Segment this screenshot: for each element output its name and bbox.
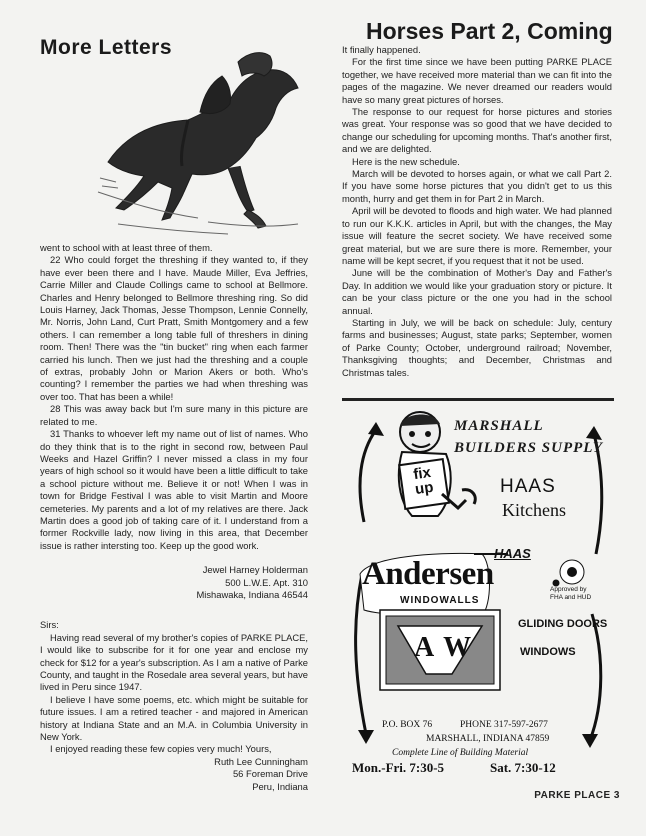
andersen-brand: Andersen (362, 556, 494, 592)
section-divider (342, 398, 614, 401)
signature-address: 500 L.W.E. Apt. 310 (225, 576, 308, 588)
letters-column (40, 242, 308, 793)
aw-logo: A W (414, 632, 474, 663)
article-paragraph: Here is the new schedule. (352, 155, 460, 167)
article-paragraph: It finally happened. (342, 44, 421, 55)
letter-salutation: Sirs: (40, 619, 59, 631)
signature-name: Jewel Harney Holderman (202, 564, 308, 576)
windowalls-label: WINDOWALLS (400, 595, 480, 606)
article-paragraph: April will be devoted to floods and high water. We had planned to run our K.K.K. articles in April, but with the changes, the May issue will feature the secret society. We have received some great material, but we are sure there is more. Remember, your name will be kept secret, if you request that it not be used. (342, 205, 612, 266)
fix-up-sign-word: up (413, 478, 435, 499)
article-paragraph: For the first time since we have been putting PARKE PLACE together, we have received more material than we can fit into the pages of the magazine. We never dreamed our readers would have so many great pictures of horses. (342, 56, 612, 105)
letter-paragraph: 28 This was away back but I'm sure many in this picture are related to me. (40, 403, 308, 427)
letter-paragraph: went to school with at least three of them. (40, 242, 213, 253)
marshall-builders-supply-ad (342, 404, 612, 780)
ad-store-name-line2: BUILDERS SUPPLY (454, 440, 604, 456)
article-paragraph: Starting in July, we will be back on schedule: July, century farms and businesses; August, state parks; September, women of Parke County; October, underground railroad; November, Thanksgiving thoughts; and December, Christmas and Christmas tales. (342, 316, 612, 378)
ad-store-name: MARSHALL (454, 418, 544, 434)
page-footer: PARKE PLACE 3 (534, 790, 620, 801)
signature-city: Peru, Indiana (252, 780, 308, 792)
fix-up-sign (412, 465, 434, 497)
phone-number: PHONE 317-597-2677 (460, 720, 548, 730)
fha-approval-line: Approved by (550, 586, 587, 593)
store-tagline: Complete Line of Building Material (392, 748, 529, 758)
letter-paragraph: 22 Who could forget the threshing if they wanted to, if they have ever been there and I have. Maude Miller, Eva Jeffries, Carrie Miller and Claude Collings came to school at Bellmore. Charles and Henry belonged to Bellmore threshing ring. So did Louis Harney, Jack Thomas, Jesse Thompson, Lennie Connelly, Mr. Norris, John Land, Curt Pratt, Smith Montgomery and a few others. I can remember a long table full of threshers in dining room. Then! There was the "tin bucket" ring when each farmer carried his lunch. Then we just had the threshing and a couple of extras, probably John or Marion Akers or both. Who's counting? I remember the parties we had when threshing was over too. That has been a while! (40, 254, 308, 402)
po-box: P.O. BOX 76 (382, 720, 433, 730)
signature-city: Mishawaka, Indiana 46544 (196, 588, 308, 600)
letter-paragraph: I enjoyed reading these few copies very much! Yours, (50, 743, 272, 755)
letter-paragraph: Having read several of my brother's copies of PARKE PLACE, I would like to subscribe for it for one year and enclose my check for $12 for a year's subscription. As I am a native of Parke County, and taught in the Rosedale area several years, but have lived in Peru since 1947. (40, 631, 308, 693)
haas-logo: HAAS (494, 546, 531, 561)
saturday-hours: Sat. 7:30-12 (490, 760, 556, 775)
fha-approval (550, 586, 591, 602)
article-paragraph: June will be the combination of Mother's Day and Father's Day. In addition we would like your graduation story or picture. It can be your class picture or the one you had in the school annual. (342, 267, 612, 316)
more-letters-heading: More Letters (40, 36, 173, 59)
weekday-hours: Mon.-Fri. 7:30-5 (352, 760, 445, 775)
letter-paragraph: 31 Thanks to whoever left my name out of list of names. Who do they think that is to the right in second row, between Paul Weeks and Hazel Griffin? I never missed a class in my four years of high school so it would have been a little difficult to take a school picture without me. Believe it or not! When I was in town for Bridge Festival I was able to visit Martin and Moore cemeteries. My parents and a lot of my relatives are there. Jack Martin does a good job of taking care of it. I understand from a former Rockville lady, now living in this area, that December issue is rather intersting too. Keep up the good work. (40, 428, 308, 551)
signature-name: Ruth Lee Cunningham (214, 755, 308, 767)
letter-paragraph: I believe I have some poems, etc. which might be suitable for future issues. I am a retired teacher - and majored in American history at Indiana State and an M.A. in Columbia University in New York. (40, 693, 308, 743)
horses-part-2-heading: Horses Part 2, Coming (366, 18, 613, 44)
fix-up-sign-word: fix (412, 463, 432, 484)
haas-brand: HAAS (500, 476, 556, 497)
gliding-doors-label: GLIDING DOORS (518, 618, 608, 630)
windows-label: WINDOWS (520, 646, 576, 658)
signature-address: 56 Foreman Drive (232, 768, 308, 780)
horse-and-rider-illustration (88, 42, 308, 240)
horses-article-column (342, 44, 612, 379)
article-paragraph: The response to our request for horse pictures and stories was great. Your response was so good that we have decided to change our scheduling for upcoming months. That's another first, and we are delighted. (342, 106, 612, 155)
store-city: MARSHALL, INDIANA 47859 (426, 734, 550, 744)
fha-approval-line: FHA and HUD (550, 594, 592, 601)
kitchens-label: Kitchens (502, 500, 566, 520)
article-paragraph: March will be devoted to horses again, or what we call Part 2. If you have some horse pictures that you didn't get to us this month, hurry and get them in for Part 2 in March. (342, 168, 612, 204)
